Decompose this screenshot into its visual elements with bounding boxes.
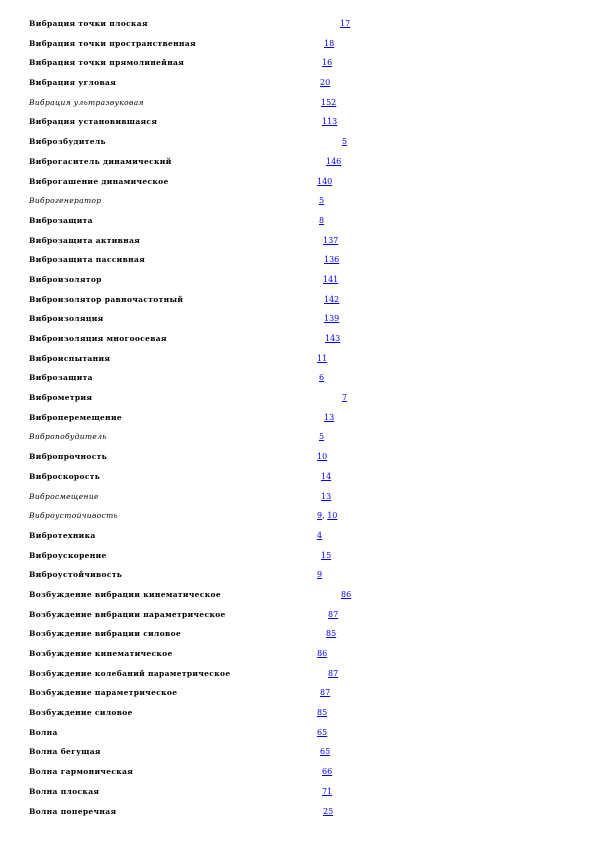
index-term: Вибропрочность [29, 452, 108, 462]
index-term: Виброперемещение [29, 412, 123, 422]
index-page-refs [317, 706, 327, 720]
index-term: Волна плоская [29, 786, 100, 796]
index-entry [0, 115, 595, 135]
index-term: Возбуждение параметрическое [29, 688, 178, 698]
index-term: Виброизоляция [29, 314, 104, 324]
index-page-refs [328, 667, 338, 681]
index-page-refs [322, 765, 332, 779]
index-entry [0, 96, 595, 116]
page-link[interactable]: 9 [317, 511, 323, 521]
page-link[interactable]: 4 [317, 530, 323, 540]
index-page-refs [317, 175, 332, 189]
index-term: Возбуждение вибрации кинематическое [29, 589, 221, 599]
index-entry [0, 253, 595, 273]
page-link[interactable]: 85 [317, 708, 328, 718]
index-entry [0, 470, 595, 490]
index-page-refs [321, 549, 331, 563]
index-term: Виброизоляция многоосевая [29, 334, 167, 343]
index-entry [0, 608, 595, 628]
page-link[interactable]: 71 [322, 786, 333, 796]
index-page-refs [341, 588, 351, 602]
page-link[interactable]: 146 [326, 156, 342, 166]
index-term: Вибрация угловая [29, 78, 117, 88]
index-page-refs [317, 352, 327, 366]
index-page-refs [324, 253, 339, 267]
index-entry [0, 726, 595, 746]
index-page-refs [319, 371, 324, 385]
index-page-refs [322, 56, 332, 70]
page-ref-separator: , [322, 511, 328, 521]
page-link[interactable]: 87 [320, 688, 331, 698]
alphabetical-index [0, 17, 595, 824]
index-term: Волна поперечная [29, 806, 117, 816]
index-entry [0, 706, 595, 726]
index-page-refs [321, 490, 331, 504]
index-page-refs [321, 96, 336, 110]
index-page-refs [322, 785, 332, 799]
index-page-refs [342, 135, 347, 149]
page-link[interactable]: 86 [341, 589, 352, 599]
index-entry [0, 56, 595, 76]
index-term: Вибрация установившаяся [29, 117, 158, 127]
page-link[interactable]: 5 [319, 196, 325, 206]
index-entry [0, 588, 595, 608]
index-entry [0, 391, 595, 411]
index-entry [0, 371, 595, 391]
index-term: Вибротехника [29, 530, 96, 540]
page-link[interactable]: 8 [319, 215, 325, 225]
page-link[interactable]: 113 [322, 117, 338, 127]
index-term: Виброиспытания [29, 353, 111, 363]
index-term: Возбуждение вибрации силовое [29, 629, 182, 639]
index-term: Вибрация точки прямолинейная [29, 58, 185, 68]
index-entry [0, 450, 595, 470]
index-entry [0, 529, 595, 549]
page-link[interactable]: 25 [323, 806, 334, 816]
index-entry [0, 17, 595, 37]
index-page-refs [317, 647, 327, 661]
page-link[interactable]: 152 [321, 97, 337, 107]
index-entry [0, 509, 595, 529]
index-entry [0, 37, 595, 57]
index-page-refs [323, 234, 338, 248]
index-term: Волна бегущая [29, 747, 101, 757]
index-page-refs [325, 332, 340, 346]
page-link[interactable]: 16 [322, 58, 333, 68]
page-link[interactable]: 85 [326, 629, 337, 639]
index-entry [0, 549, 595, 569]
index-entry [0, 568, 595, 588]
index-term: Виброгашение динамическое [29, 176, 169, 186]
index-page-refs [317, 726, 327, 740]
page-link[interactable]: 87 [328, 668, 339, 678]
index-page-refs [322, 115, 337, 129]
index-term: Виброгаситель динамический [29, 156, 172, 166]
page-link[interactable]: 66 [322, 767, 333, 777]
page-link[interactable]: 140 [317, 176, 333, 186]
index-page-refs [340, 17, 350, 31]
page-link[interactable]: 15 [321, 550, 332, 560]
index-term: Виброустойчивость [29, 570, 123, 580]
page-link[interactable]: 5 [319, 432, 325, 442]
index-page-refs [320, 686, 330, 700]
index-page-refs [320, 745, 330, 759]
index-page-refs [317, 529, 322, 543]
page-link[interactable]: 20 [320, 78, 331, 88]
index-term: Виброскорость [29, 471, 101, 481]
page-link[interactable]: 143 [325, 334, 341, 343]
index-entry [0, 76, 595, 96]
page-link[interactable]: 7 [342, 393, 348, 403]
page-link[interactable]: 17 [340, 19, 351, 28]
index-page-refs [317, 450, 327, 464]
index-page-refs [317, 568, 322, 582]
index-entry [0, 312, 595, 332]
index-page-refs [326, 627, 336, 641]
index-page-refs [342, 391, 347, 405]
index-entry [0, 273, 595, 293]
page-link[interactable]: 6 [319, 373, 325, 383]
page-link[interactable]: 14 [321, 471, 332, 481]
index-term: Вибрация точки пространственная [29, 38, 196, 48]
index-term: Виброустойчивость [29, 511, 118, 521]
index-entry [0, 194, 595, 214]
index-entry [0, 293, 595, 313]
index-entry [0, 627, 595, 647]
index-term: Вибрация ультразвуковая [29, 97, 144, 107]
page-link[interactable]: 9 [317, 570, 323, 580]
index-page-refs [323, 805, 333, 819]
index-entry [0, 745, 595, 765]
page-link[interactable]: 141 [323, 274, 339, 284]
index-entry [0, 332, 595, 352]
page-link[interactable]: 136 [324, 255, 340, 265]
index-entry [0, 175, 595, 195]
index-term: Виброизолятор равночастотный [29, 294, 184, 304]
index-term: Вибросмещение [29, 491, 99, 501]
index-page-refs [319, 194, 324, 208]
index-entry [0, 430, 595, 450]
index-term: Возбуждение вибрации параметрическое [29, 609, 226, 619]
index-entry [0, 647, 595, 667]
index-term: Виброзащита [29, 373, 93, 383]
index-term: Виброзащита активная [29, 235, 141, 245]
page-link[interactable]: 13 [321, 491, 332, 501]
index-entry [0, 805, 595, 825]
index-page-refs [319, 430, 324, 444]
index-entry [0, 490, 595, 510]
index-term: Возбуждение кинематическое [29, 649, 173, 658]
index-entry [0, 352, 595, 372]
index-term: Волна гармоническая [29, 767, 134, 777]
index-term: Виброзбудитель [29, 137, 106, 147]
index-term: Возбуждение силовое [29, 708, 133, 718]
index-term: Виброускорение [29, 550, 107, 560]
page-link[interactable]: 5 [342, 137, 348, 147]
index-page-refs [324, 411, 334, 425]
index-entry [0, 686, 595, 706]
index-entry [0, 765, 595, 785]
index-page-refs [321, 470, 331, 484]
page-link[interactable]: 10 [327, 511, 338, 521]
page-link[interactable]: 137 [323, 235, 339, 245]
index-term: Вибропобудитель [29, 432, 107, 442]
index-term: Виброзащита [29, 215, 93, 225]
index-page-refs [328, 608, 338, 622]
index-entry [0, 411, 595, 431]
page-link[interactable]: 18 [324, 38, 335, 48]
index-entry [0, 155, 595, 175]
index-page-refs [324, 37, 334, 51]
index-entry [0, 667, 595, 687]
page-link[interactable]: 65 [317, 727, 328, 737]
index-page-refs [324, 293, 339, 307]
index-page-refs [320, 76, 330, 90]
page-link[interactable]: 10 [317, 452, 328, 462]
index-term: Возбуждение колебаний параметрическое [29, 668, 231, 678]
page-link[interactable]: 139 [324, 314, 340, 324]
index-entry [0, 785, 595, 805]
index-entry [0, 135, 595, 155]
index-page-refs [319, 214, 324, 228]
index-term: Виброзащита пассивная [29, 255, 146, 265]
page-link[interactable]: 11 [317, 353, 328, 363]
index-term: Вибрация точки плоская [29, 19, 148, 28]
index-term: Виброметрия [29, 393, 93, 403]
page-link[interactable]: 13 [324, 412, 335, 422]
index-page-refs [324, 312, 339, 326]
index-term: Волна [29, 727, 58, 737]
index-term: Виброизолятор [29, 274, 102, 284]
page-link[interactable]: 86 [317, 649, 328, 658]
index-page-refs [323, 273, 338, 287]
page-link[interactable]: 87 [328, 609, 339, 619]
page-link[interactable]: 142 [324, 294, 340, 304]
index-entry [0, 214, 595, 234]
index-term: Виброгенератор [29, 196, 102, 206]
index-entry [0, 234, 595, 254]
page-link[interactable]: 65 [320, 747, 331, 757]
index-page-refs [326, 155, 341, 169]
index-page-refs [317, 509, 337, 523]
